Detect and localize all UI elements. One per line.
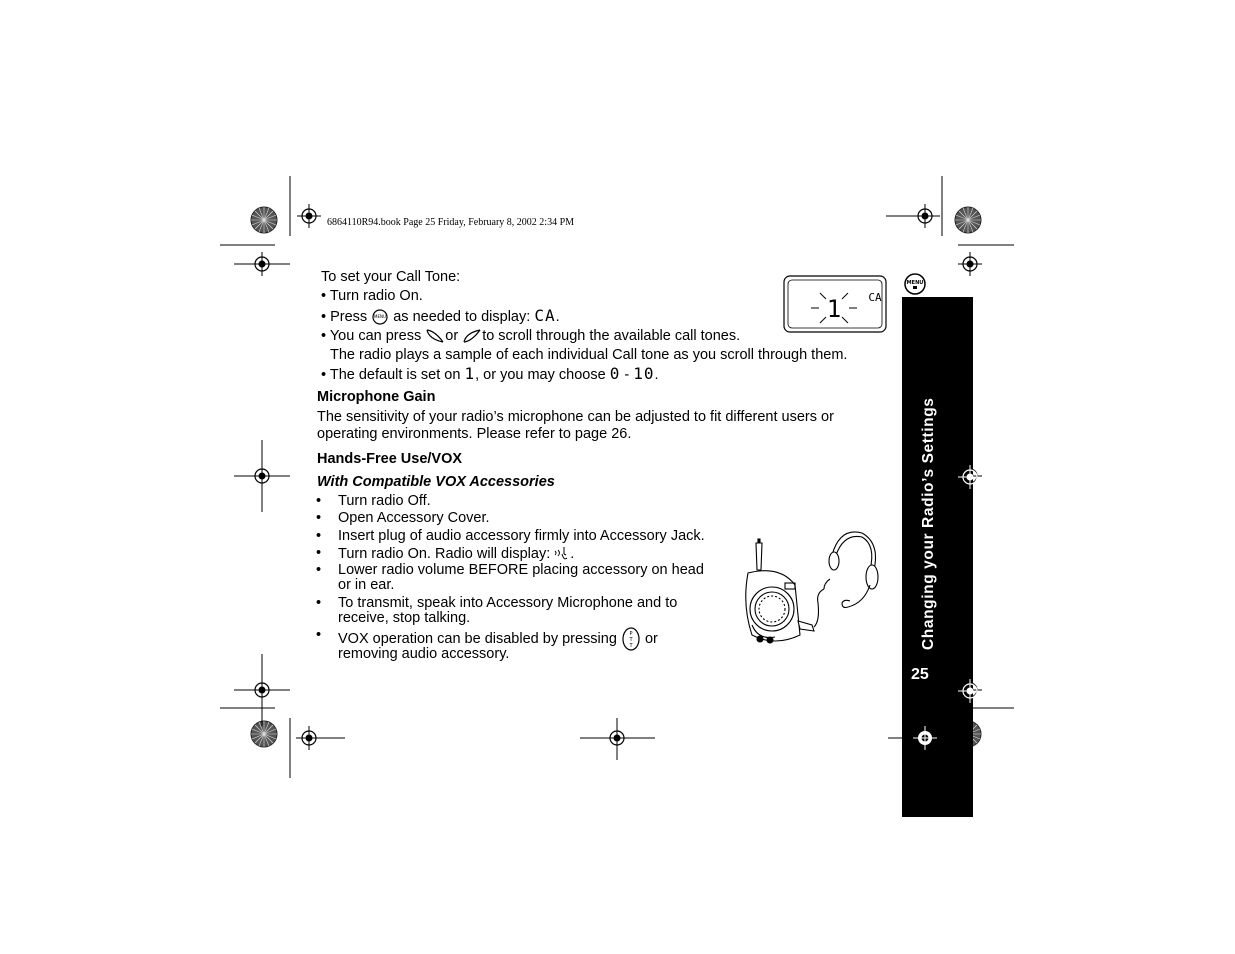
registration-mark-icon — [912, 725, 938, 751]
vox-item-4: Turn radio On. Radio will display: . — [338, 545, 575, 562]
vox-item-6b: receive, stop talking. — [338, 610, 471, 626]
vox-item-1: Turn radio Off. — [338, 493, 431, 509]
call-tone-step-1: • Turn radio On. — [321, 288, 423, 304]
svg-text:P: P — [629, 631, 633, 637]
bullet: • — [316, 595, 322, 611]
mic-gain-line-1: The sensitivity of your radio’s microphone can be adjusted to fit different users or — [317, 409, 834, 425]
starburst-icon — [251, 721, 277, 747]
vox-heading: Hands-Free Use/VOX — [317, 451, 463, 467]
vox-item-5b: or in ear. — [338, 577, 395, 593]
call-tone-step-4: • The default is set on 1, or you may choose 0 - 10. — [321, 364, 659, 383]
registration-mark-icon — [297, 204, 321, 228]
svg-text:MENU: MENU — [374, 314, 387, 320]
call-tone-step-2: • Press MENU as needed to display: CA. — [321, 306, 560, 325]
vox-item-3: Insert plug of audio accessory firmly into Accessory Jack. — [338, 528, 705, 544]
bullet: • — [316, 562, 322, 578]
step2-code: CA — [534, 306, 556, 325]
registration-mark-icon — [957, 678, 983, 704]
registration-mark-icon — [958, 252, 982, 276]
vox-item-6a: To transmit, speak into Accessory Microphone and to — [338, 595, 678, 611]
vox-item-7b: removing audio accessory. — [338, 646, 510, 662]
bullet: • — [316, 545, 322, 561]
ptt-button-icon — [621, 627, 641, 651]
svg-text:T: T — [629, 643, 633, 649]
menu-button-icon — [371, 309, 389, 325]
step2-post: as needed to display: — [393, 309, 531, 325]
vox-item-5a: Lower radio volume BEFORE placing accessory on head — [338, 562, 704, 578]
call-tone-intro: To set your Call Tone: — [321, 269, 461, 285]
step2-pre: • Press — [321, 309, 368, 325]
scroll-down-icon — [425, 327, 445, 345]
bullet: • — [316, 493, 322, 509]
registration-mark-icon — [957, 464, 983, 490]
svg-text:1: 1 — [826, 295, 842, 323]
bullet: • — [316, 627, 322, 643]
svg-text:T: T — [629, 637, 633, 643]
chapter-title: Changing your Radio’s Settings — [920, 397, 937, 650]
call-tone-step-3: • You can press or to scroll through the available call tones. — [321, 327, 741, 344]
radio-headset-illustration — [740, 525, 885, 650]
bullet: • — [316, 528, 322, 544]
vox-item-7a: VOX operation can be disabled by pressing P T T or — [338, 627, 658, 651]
starburst-icon — [251, 207, 277, 233]
starburst-icon — [955, 207, 981, 233]
svg-text:CA: CA — [868, 291, 882, 304]
bullet: • — [316, 510, 322, 526]
vox-subheading: With Compatible VOX Accessories — [317, 474, 555, 490]
menu-button-icon — [903, 272, 927, 296]
mic-gain-heading: Microphone Gain — [317, 389, 436, 405]
vox-icon — [554, 546, 570, 562]
vox-item-2: Open Accessory Cover. — [338, 510, 490, 526]
file-info-header: 6864110R94.book Page 25 Friday, February 8, 2002 2:34 PM — [327, 217, 575, 228]
call-tone-note: The radio plays a sample of each individual Call tone as you scroll through them. — [330, 347, 848, 363]
mic-gain-line-2: operating environments. Please refer to page 26. — [317, 426, 632, 442]
scroll-up-icon — [462, 327, 482, 345]
svg-text:MENU: MENU — [906, 280, 924, 286]
lcd-display-illustration — [783, 275, 887, 333]
page-number: 25 — [911, 666, 929, 683]
